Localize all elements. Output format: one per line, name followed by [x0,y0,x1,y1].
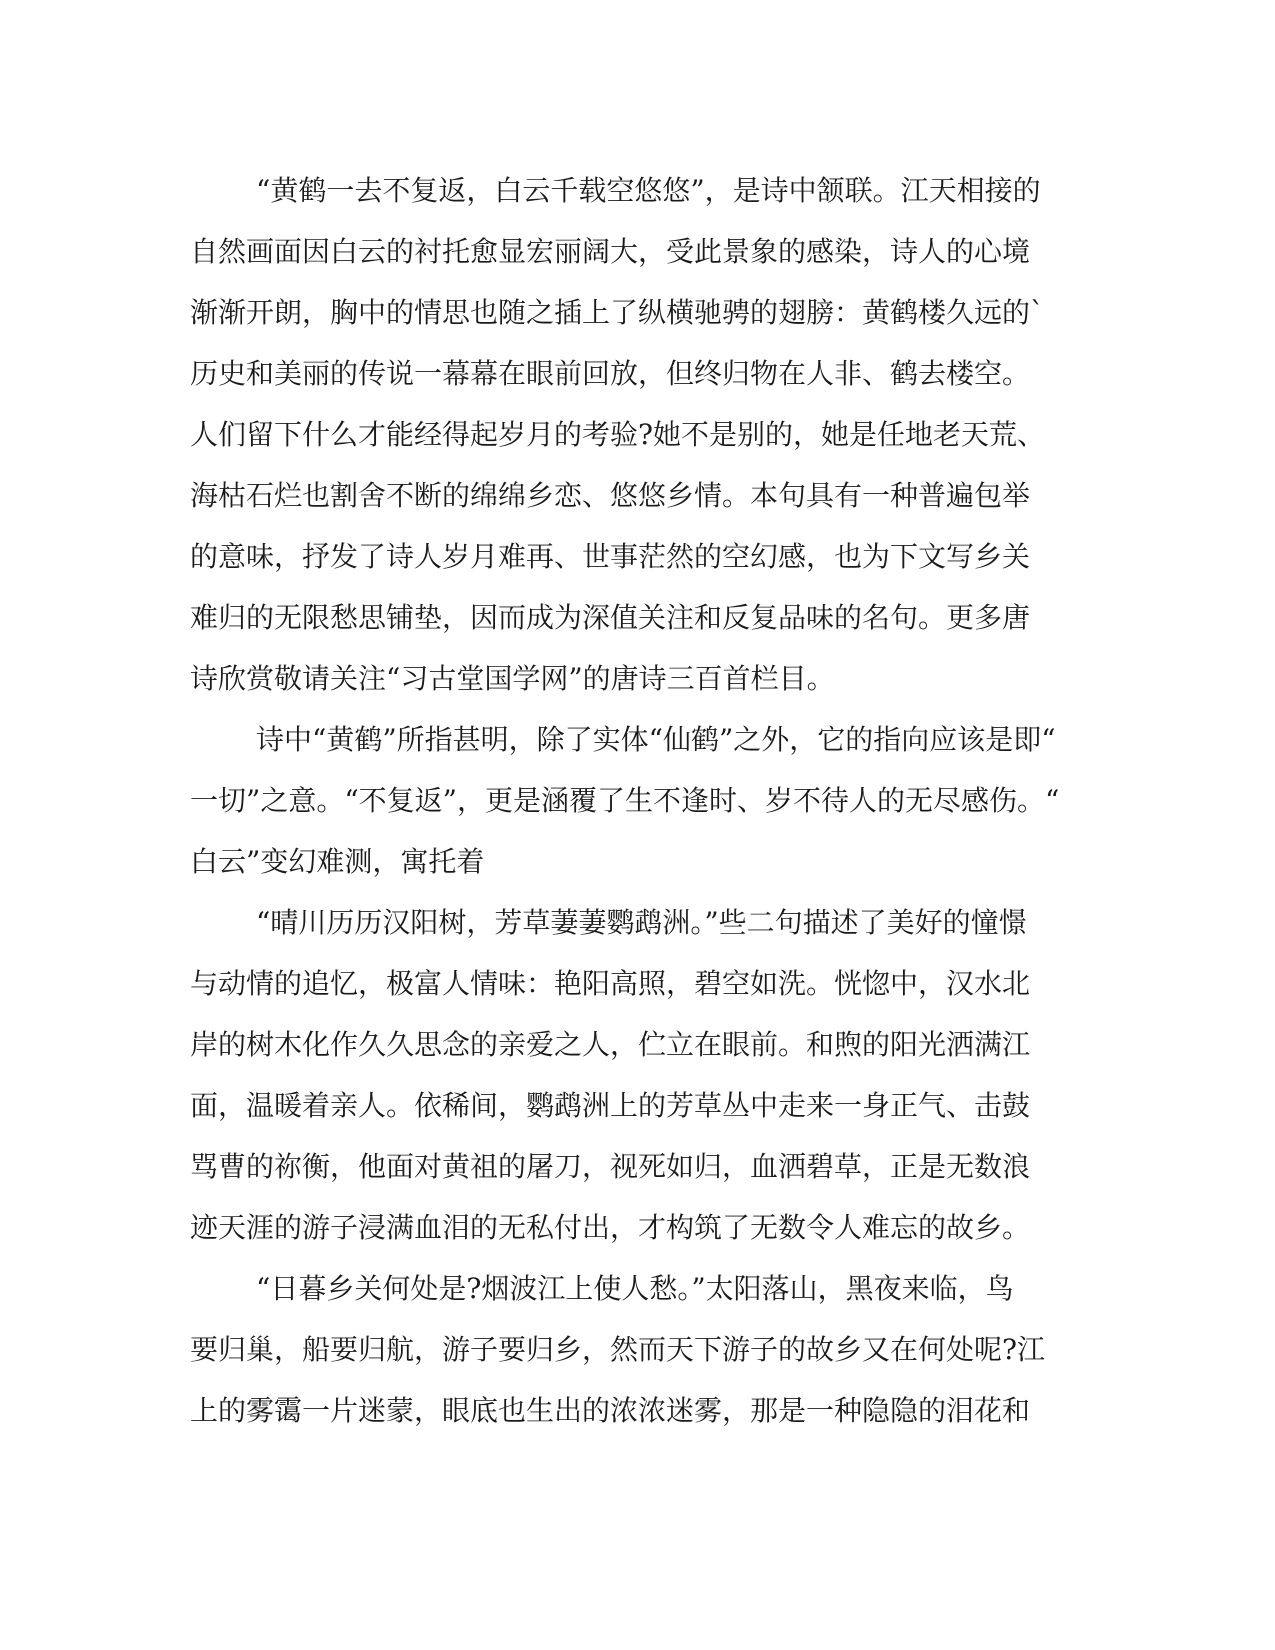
paragraph-line: “黄鹤一去不复返，白云千载空悠悠”，是诗中颔联。江天相接的 [256,174,1041,207]
paragraph-line: 骂曹的祢衡，他面对黄祖的屠刀，视死如归，血洒碧草，正是无数浪 [190,1150,1031,1183]
paragraph-line: 迹天涯的游子浸满血泪的无私付出，才构筑了无数令人难忘的故乡。 [190,1211,1031,1244]
paragraph-4 [190,1258,1060,1441]
paragraph-line: 岸的树木化作久久思念的亲爱之人，伫立在眼前。和煦的阳光洒满江 [190,1028,1031,1061]
paragraph-line: “晴川历历汉阳树，芳草萋萋鹦鹉洲。”些二句描述了美好的憧憬 [256,906,1027,939]
paragraph-line: 要归巢，船要归航，游子要归乡，然而天下游子的故乡又在何处呢?江 [190,1333,1046,1366]
document-body [190,160,1060,1441]
paragraph-line: 渐渐开朗，胸中的情思也随之插上了纵横驰骋的翅膀：黄鹤楼久远的` [190,296,1045,329]
paragraph-line: 难归的无限愁思铺垫，因而成为深值关注和反复品味的名句。更多唐 [190,601,1031,634]
paragraph-line: 海枯石烂也割舍不断的绵绵乡恋、悠悠乡情。本句具有一种普遍包举 [190,479,1031,512]
paragraph-line: 自然画面因白云的衬托愈显宏丽阔大，受此景象的感染，诗人的心境 [190,235,1031,268]
paragraph-line: 的意味，抒发了诗人岁月难再、世事茫然的空幻感，也为下文写乡关 [190,540,1031,573]
paragraph-line: 一切”之意。“不复返”，更是涵覆了生不逢时、岁不待人的无尽感伤。“ [190,784,1060,817]
paragraph-line: 上的雾霭一片迷蒙，眼底也生出的浓浓迷雾，那是一种隐隐的泪花和 [190,1394,1031,1427]
paragraph-1 [190,160,1060,709]
paragraph-2 [190,709,1060,892]
paragraph-line: 诗中“黄鹤”所指甚明，除了实体“仙鹤”之外，它的指向应该是即“ [256,723,1056,756]
paragraph-line: 诗欣赏敬请关注“习古堂国学网”的唐诗三百首栏目。 [190,662,835,695]
paragraph-line: 面，温暖着亲人。依稀间，鹦鹉洲上的芳草丛中走来一身正气、击鼓 [190,1089,1031,1122]
paragraph-line: 白云”变幻难测，寓托着 [190,845,485,878]
paragraph-3 [190,892,1060,1258]
paragraph-line: 人们留下什么才能经得起岁月的考验?她不是别的，她是任地老天荒、 [190,418,1046,451]
paragraph-line: 历史和美丽的传说一幕幕在眼前回放，但终归物在人非、鹤去楼空。 [190,357,1031,390]
paragraph-line: “日暮乡关何处是?烟波江上使人愁。”太阳落山，黑夜来临，鸟 [256,1272,1014,1305]
paragraph-line: 与动情的追忆，极富人情味：艳阳高照，碧空如洗。恍惚中，汉水北 [190,967,1031,1000]
